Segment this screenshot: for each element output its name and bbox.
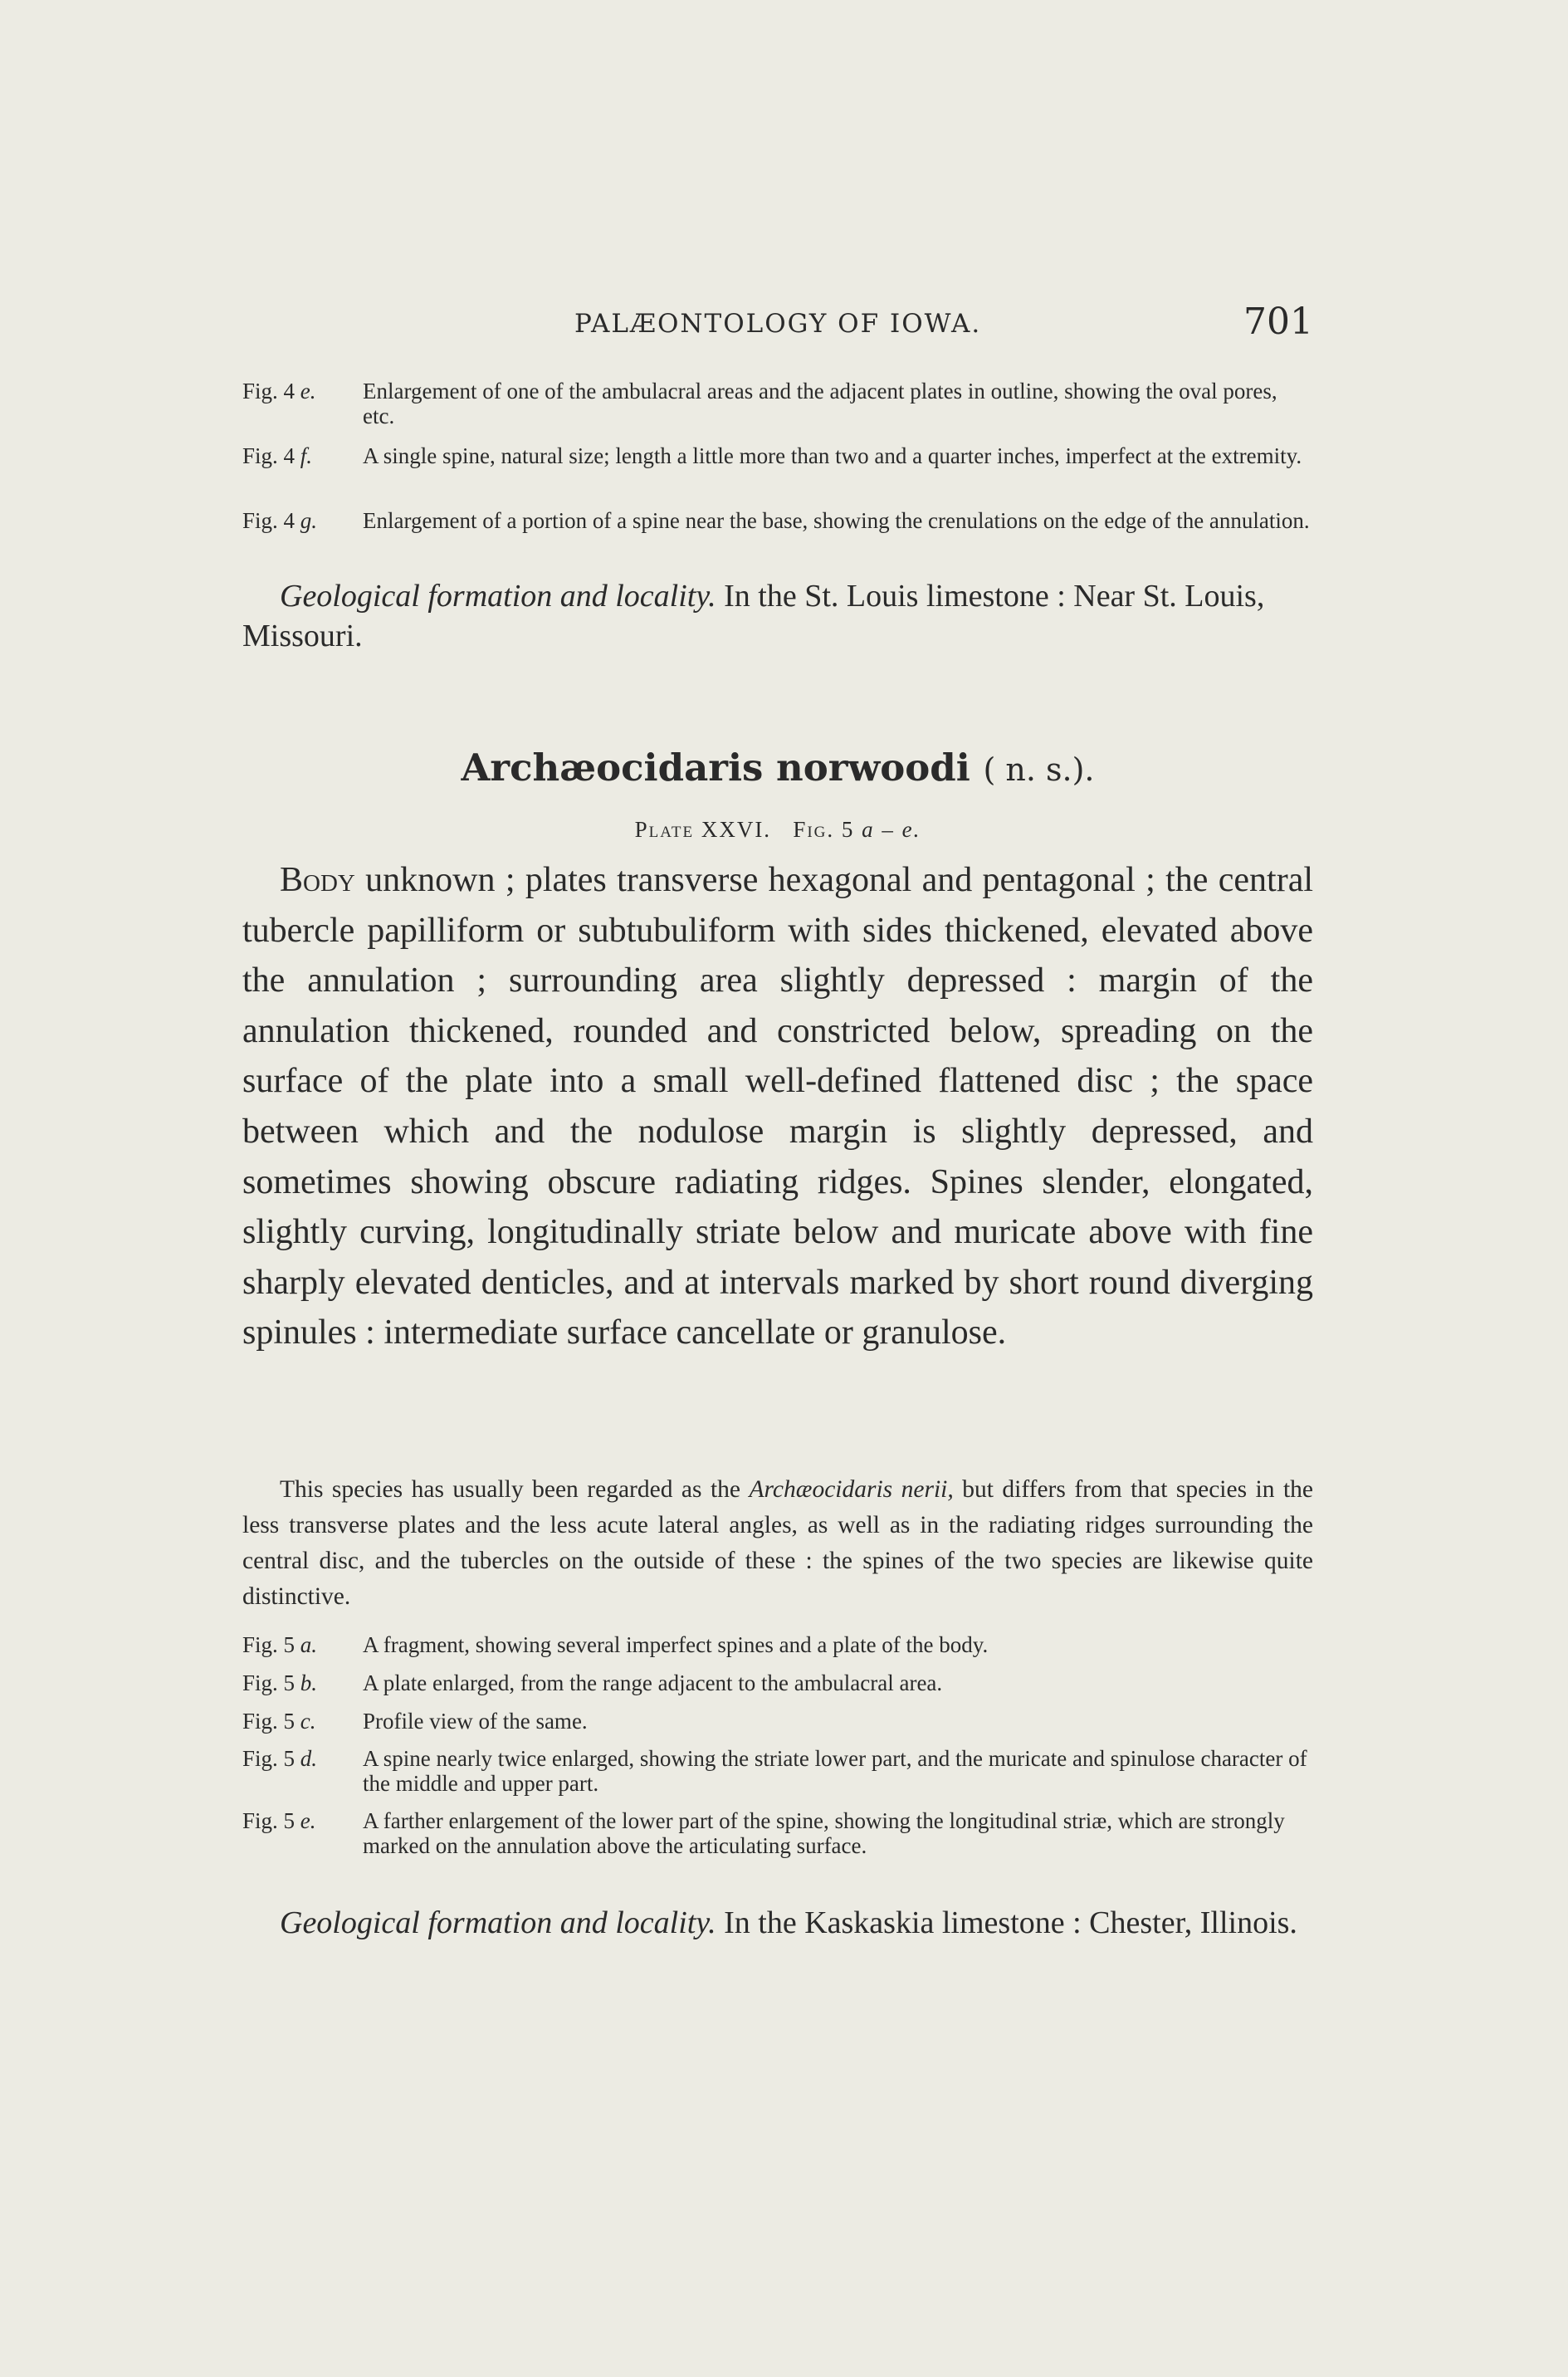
plate-label: Plate XXVI. xyxy=(634,817,772,842)
figure-letter: f. xyxy=(300,443,313,468)
figure-caption-5d xyxy=(242,1746,1313,1796)
remarks-after: but differs from that species in the less transverse plates and the less acute lateral angles, as well as in the radiating ridges surrounding the central disc, and the tubercles on the outside of these : the spines of the two species are likewise quite distinctive. xyxy=(242,1476,1314,1610)
fig-label: Fig. 5 xyxy=(793,817,855,842)
figure-caption-5e xyxy=(242,1808,1313,1858)
remarks-paragraph xyxy=(242,1472,1313,1615)
figure-letter: a. xyxy=(300,1632,318,1657)
figure-caption-5a xyxy=(242,1632,1313,1657)
figure-caption-4f xyxy=(242,443,1313,468)
figure-label: Fig. 5 xyxy=(242,1670,296,1695)
figure-caption-5b xyxy=(242,1670,1313,1695)
figure-text: Enlargement of one of the ambulacral areas and the adjacent plates in outline, showing the oval pores, etc. xyxy=(363,379,1277,428)
running-head xyxy=(242,301,1313,359)
locality-text: In the Kaskaskia limestone : Chester, Illinois. xyxy=(724,1905,1297,1940)
locality-text: In the St. Louis limestone : Near St. Louis, Missouri. xyxy=(242,579,1265,653)
figure-label: Fig. 5 xyxy=(242,1709,296,1734)
figure-letter: d. xyxy=(300,1746,318,1771)
species-heading xyxy=(242,746,1313,790)
figure-label: Fig. 4 xyxy=(242,508,296,533)
figure-label: Fig. 5 xyxy=(242,1632,296,1657)
description-text: unknown ; plates transverse hexagonal and pentagonal ; the central tubercle papilliform or subtubuliform with sides thickened, elevated above the annulation ; surrounding area slightly depressed : margin of the annulation thickened, rounded and constricted below, spreading on the surface of the plate into a small well-defined flattened disc ; the space between which and the nodulose margin is slightly depressed, and sometimes showing obscure radiating ridges. Spines slender, elongated, slightly curving, longitudinally striate below and muricate above with fine sharply elevated denticles, and at intervals marked by short round diverging spinules : intermediate surface cancellate or granulose. xyxy=(242,861,1314,1352)
figure-letter: e. xyxy=(300,1808,316,1833)
figure-caption-4g xyxy=(242,508,1313,533)
locality-label: Geological formation and locality. xyxy=(280,1905,716,1940)
figure-text: A single spine, natural size; length a little more than two and a quarter inches, imperfect at the extremity. xyxy=(363,443,1302,468)
figure-label: Fig. 5 xyxy=(242,1808,296,1833)
figure-caption-5c xyxy=(242,1709,1313,1734)
figure-letter: c. xyxy=(300,1709,316,1734)
description-first-word: Body xyxy=(280,861,355,899)
figure-letter: e. xyxy=(300,379,316,404)
figure-label: Fig. 4 xyxy=(242,443,296,468)
page-number: 701 xyxy=(1243,301,1313,343)
figure-text: Enlargement of a portion of a spine near the base, showing the crenulations on the edge of the annulation. xyxy=(363,508,1310,533)
figure-text: A farther enlargement of the lower part of the spine, showing the longitudinal striæ, which are strongly marked on the annulation above the articulating surface. xyxy=(363,1808,1285,1858)
figure-text: A plate enlarged, from the range adjacent to the ambulacral area. xyxy=(363,1670,943,1695)
figure-letter: g. xyxy=(300,508,318,533)
remarks-before: This species has usually been regarded as the xyxy=(280,1476,741,1503)
species-name: Archæocidaris norwoodi xyxy=(461,746,970,790)
species-description xyxy=(242,855,1313,1358)
figure-label: Fig. 4 xyxy=(242,379,296,404)
figure-letter: b. xyxy=(300,1670,318,1695)
locality-label: Geological formation and locality. xyxy=(280,579,716,614)
figure-text: A spine nearly twice enlarged, showing the striate lower part, and the muricate and spinulose character of the middle and upper part. xyxy=(363,1746,1307,1796)
figure-caption-4e xyxy=(242,379,1313,428)
species-status: ( n. s.). xyxy=(983,751,1095,788)
running-title: PALÆONTOLOGY OF IOWA. xyxy=(574,309,982,339)
locality-paragraph-1 xyxy=(242,576,1313,656)
figure-text: Profile view of the same. xyxy=(363,1709,588,1734)
remarks-species-name: Archæocidaris nerii, xyxy=(749,1476,954,1503)
fig-letters: a – e. xyxy=(862,817,921,842)
locality-paragraph-2 xyxy=(242,1903,1313,1943)
figure-label: Fig. 5 xyxy=(242,1746,296,1771)
figure-text: A fragment, showing several imperfect spines and a plate of the body. xyxy=(363,1632,989,1657)
plate-reference xyxy=(242,817,1313,843)
